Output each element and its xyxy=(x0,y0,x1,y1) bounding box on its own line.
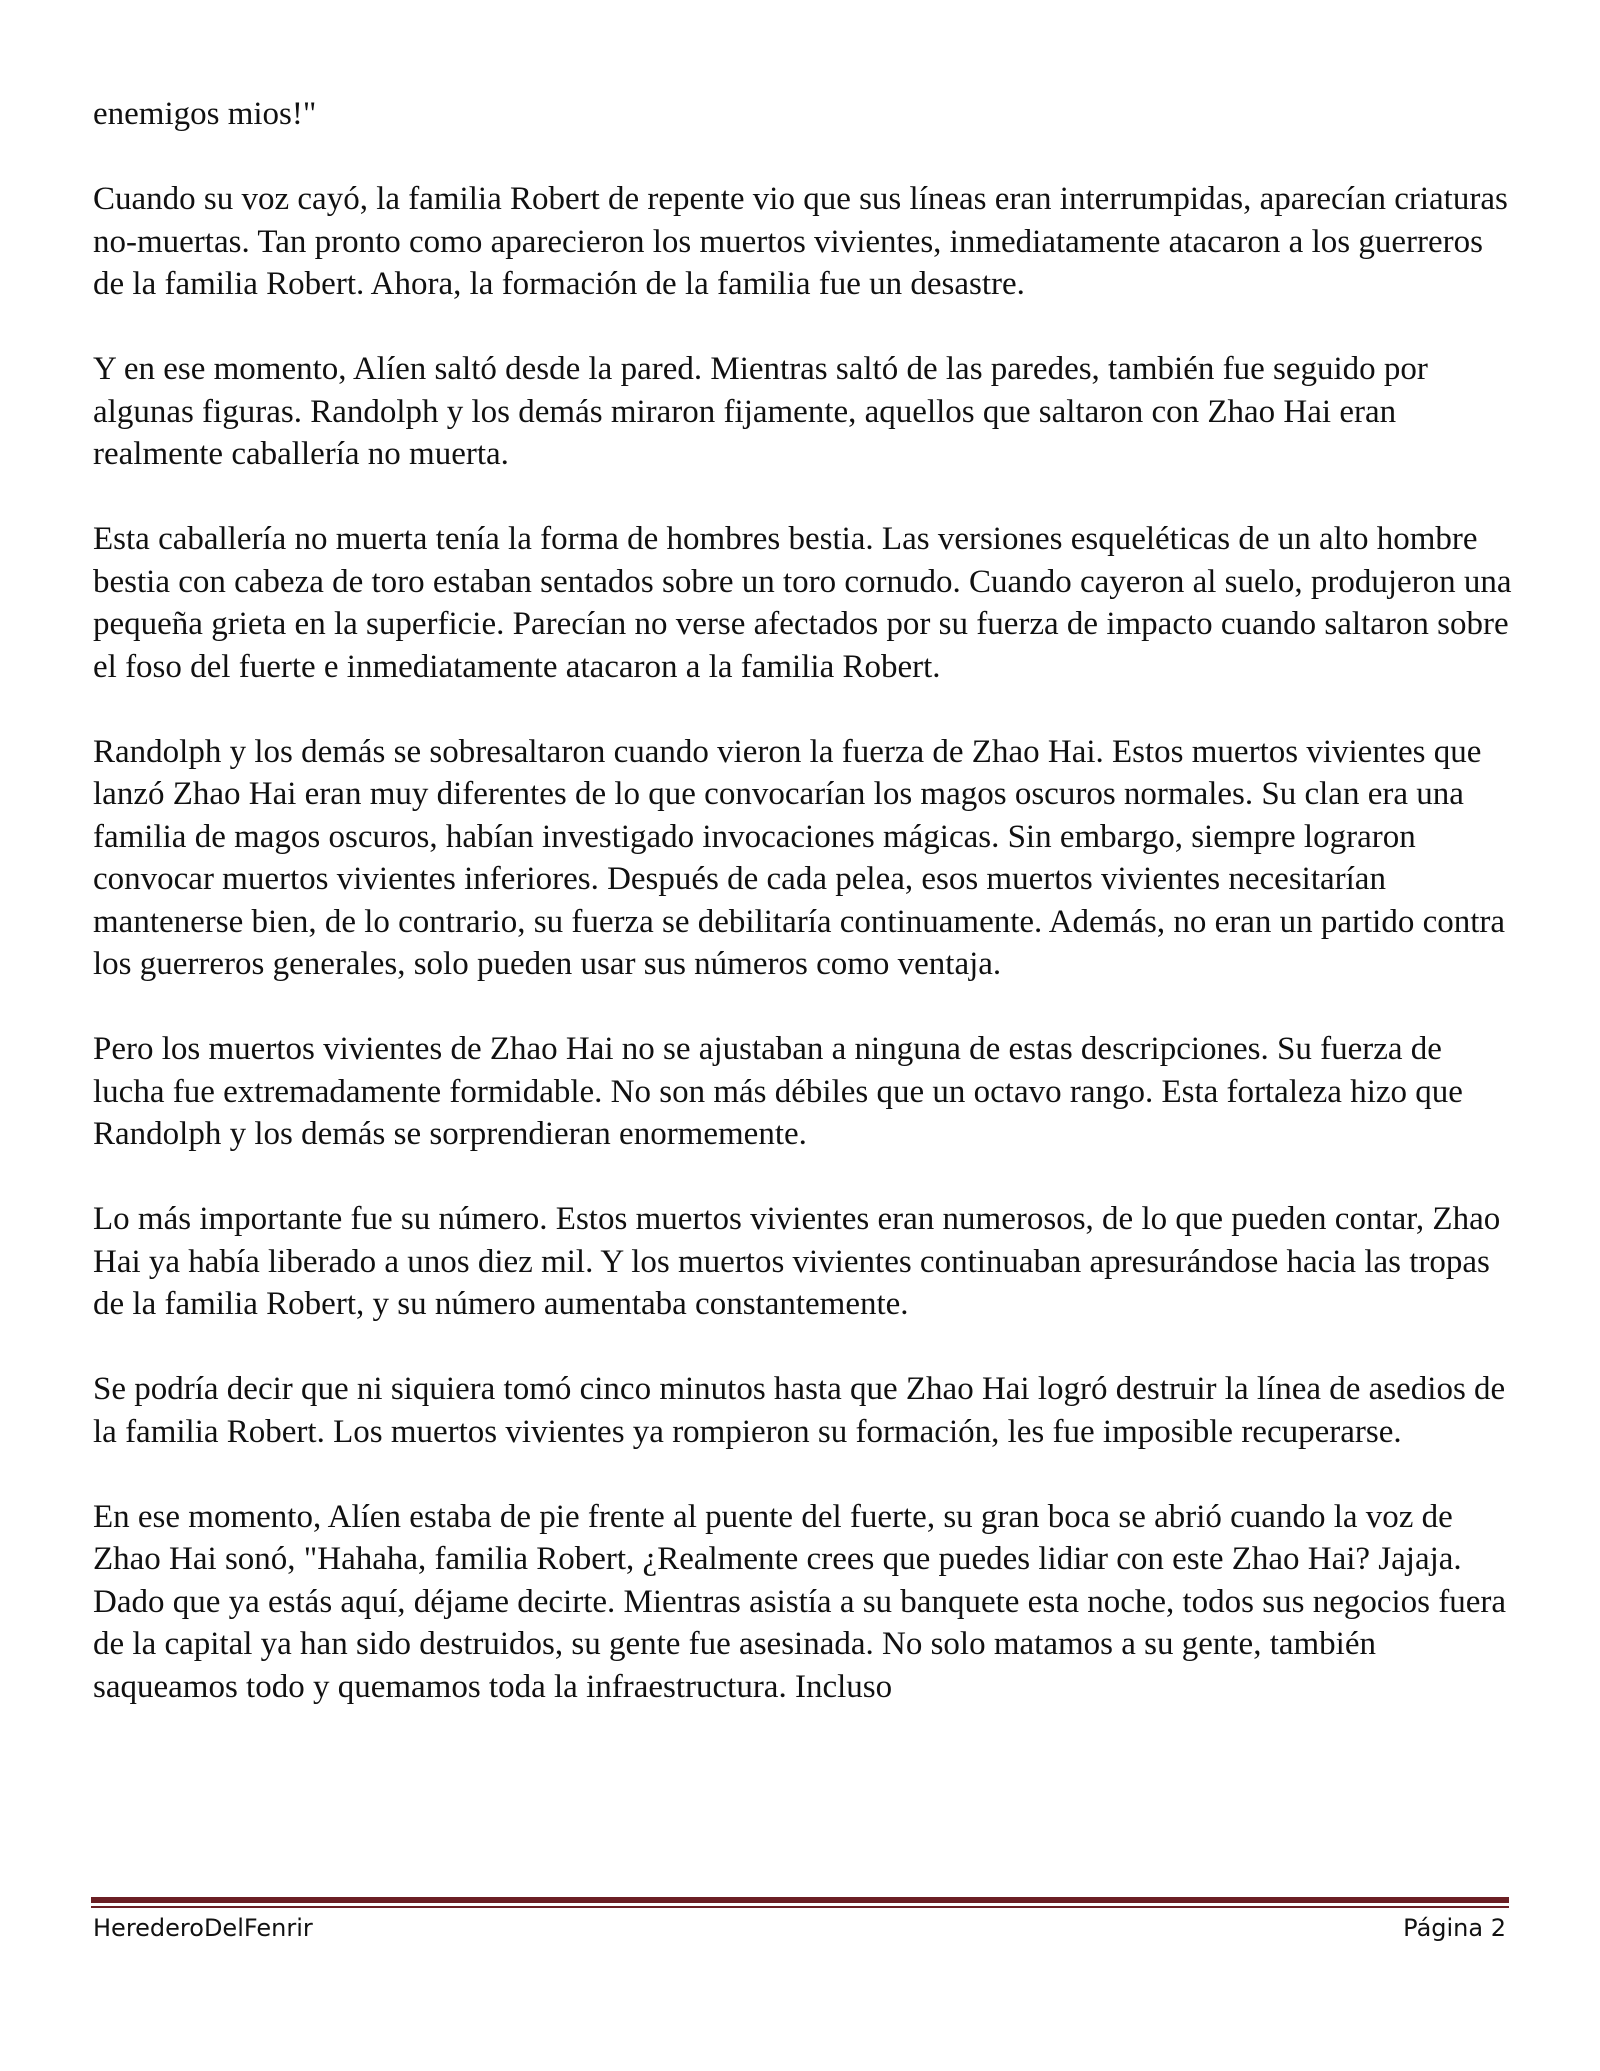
paragraph-5: Randolph y los demás se sobresaltaron cuando vieron la fuerza de Zhao Hai. Estos muertos vivientes que lanzó Zhao Hai eran muy diferentes de lo que convocarían los magos oscuros normales. Su clan era una familia de magos oscuros, habían investigado invocaciones mágicas. Sin embargo, siempre lograron convocar muertos vivientes inferiores. Después de cada pelea, esos muertos vivientes necesitarían mantenerse bien, de lo contrario, su fuerza se debilitaría continuamente. Además, no eran un partido contra los guerreros generales, solo pueden usar sus números como ventaja. xyxy=(93,733,1506,982)
footer-rule-thick xyxy=(91,1897,1509,1903)
footer-author: HerederoDelFenrir xyxy=(93,1914,313,1942)
paragraph-4: Esta caballería no muerta tenía la forma de hombres bestia. Las versiones esqueléticas de un alto hombre bestia con cabeza de toro estaban sentados sobre un toro cornudo. Cuando cayeron al suelo, produjeron una pequeña grieta en la superficie. Parecían no verse afectados por su fuerza de impacto cuando saltaron sobre el foso del fuerte e inmediatamente atacaron a la familia Robert. xyxy=(93,521,1512,685)
footer-page-number: Página 2 xyxy=(1403,1914,1506,1942)
footer-rule-thin xyxy=(91,1906,1509,1908)
paragraph-8: Se podría decir que ni siquiera tomó cinco minutos hasta que Zhao Hai logró destruir la línea de asedios de la familia Robert. Los muertos vivientes ya rompieron su formación, les fue imposible recuperarse. xyxy=(93,1371,1506,1450)
paragraph-7: Lo más importante fue su número. Estos muertos vivientes eran numerosos, de lo que pueden contar, Zhao Hai ya había liberado a unos diez mil. Y los muertos vivientes continuaban apresurándose hacia las tropas de la familia Robert, y su número aumentaba constantemente. xyxy=(93,1201,1501,1322)
paragraph-9: En ese momento, Alíen estaba de pie frente al puente del fuerte, su gran boca se abrió cuando la voz de Zhao Hai sonó, "Hahaha, familia Robert, ¿Realmente crees que puedes lidiar con este Zhao Hai? Jajaja. Dado que ya estás aquí, déjame decirte. Mientras asistía a su banquete esta noche, todos sus negocios fuera de la capital ya han sido destruidos, su gente fue asesinada. No solo matamos a su gente, también saqueamos todo y quemamos toda la infraestructura. Incluso xyxy=(93,1498,1507,1705)
body-text xyxy=(93,93,1513,1751)
paragraph-6: Pero los muertos vivientes de Zhao Hai no se ajustaban a ninguna de estas descripciones. Su fuerza de lucha fue extremadamente formidable. No son más débiles que un octavo rango. Esta fortaleza hizo que Randolph y los demás se sorprendieran enormemente. xyxy=(93,1031,1463,1152)
paragraph-3: Y en ese momento, Alíen saltó desde la pared. Mientras saltó de las paredes, también fue seguido por algunas figuras. Randolph y los demás miraron fijamente, aquellos que saltaron con Zhao Hai eran realmente caballería no muerta. xyxy=(93,351,1428,472)
paragraph-1: enemigos mios!" xyxy=(93,96,317,132)
paragraph-2: Cuando su voz cayó, la familia Robert de repente vio que sus líneas eran interrumpidas, aparecían criaturas no-muertas. Tan pronto como aparecieron los muertos vivientes, inmediatamente atacaron a los guerreros de la familia Robert. Ahora, la formación de la familia fue un desastre. xyxy=(93,181,1508,302)
